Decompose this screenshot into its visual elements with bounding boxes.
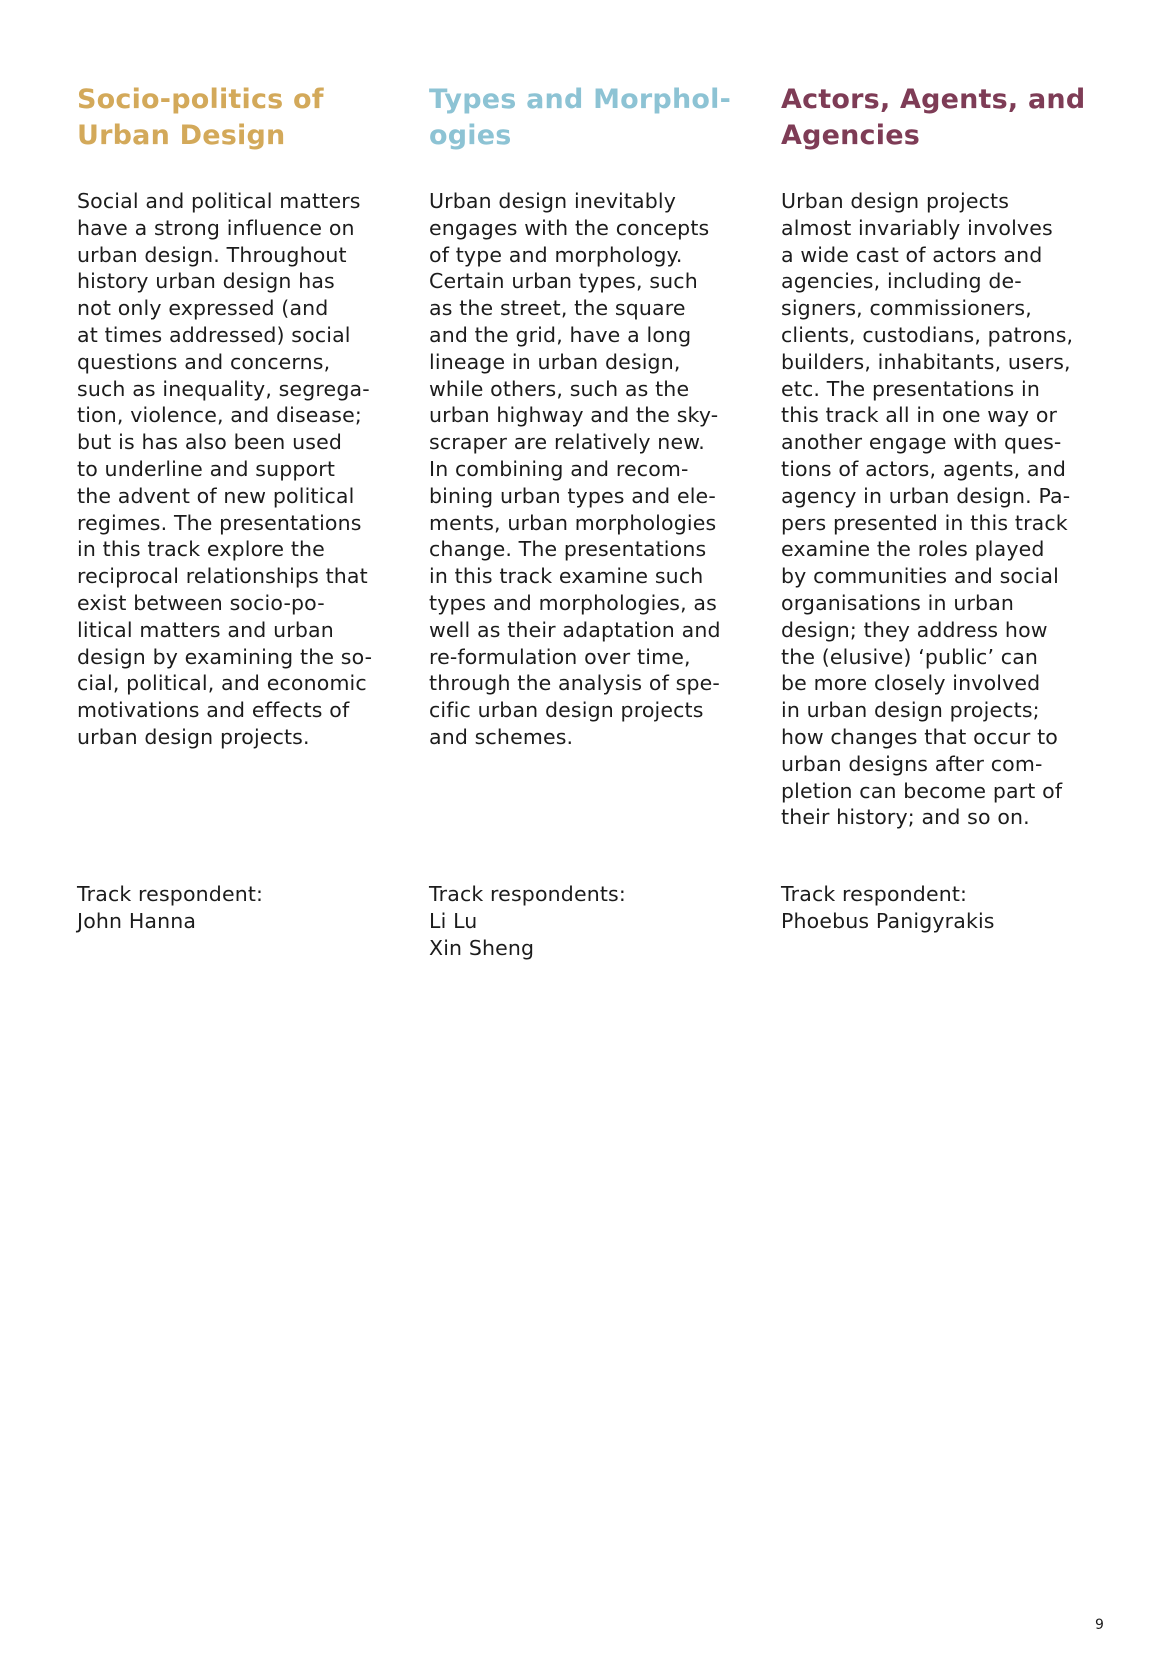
description-line: such as inequality, segrega- — [77, 376, 370, 401]
respondent-label: Track respondent: — [781, 882, 968, 906]
description-line: urban designs after com- — [781, 751, 1043, 776]
description-line: through the analysis of spe- — [429, 671, 720, 696]
respondent-name: Phoebus Panigyrakis — [781, 908, 995, 933]
respondent-label: Track respondent: — [77, 882, 264, 906]
description-line: In combining and recom- — [429, 456, 689, 481]
description-line: questions and concerns, — [77, 349, 331, 374]
description-line: as the street, the square — [429, 296, 686, 321]
track-respondents — [781, 881, 995, 935]
description-line: signers, commissioners, — [781, 296, 1032, 321]
description-line: while others, such as the — [429, 376, 690, 401]
track-description — [77, 188, 392, 751]
heading-line: ogies — [429, 120, 512, 151]
description-line: etc. The presentations in — [781, 376, 1040, 401]
description-line: and the grid, have a long — [429, 322, 692, 347]
description-line: but is has also been used — [77, 430, 342, 455]
description-line: agency in urban design. Pa- — [781, 483, 1071, 508]
description-line: regimes. The presentations — [77, 510, 362, 535]
description-line: re-formulation over time, — [429, 644, 691, 669]
track-heading — [781, 82, 1096, 154]
description-line: Certain urban types, such — [429, 269, 698, 294]
description-line: by communities and social — [781, 564, 1059, 589]
description-line: how changes that occur to — [781, 724, 1058, 749]
heading-line: Urban Design — [77, 120, 286, 151]
heading-line: Socio-politics of — [77, 84, 324, 115]
track-respondents — [429, 881, 626, 961]
description-line: Urban design inevitably — [429, 189, 677, 213]
track-heading — [77, 82, 392, 154]
description-line: urban design. Throughout — [77, 242, 347, 267]
description-line: design by examining the so- — [77, 644, 373, 669]
description-line: urban highway and the sky- — [429, 403, 719, 428]
description-line: cial, political, and economic — [77, 671, 367, 696]
description-line: reciprocal relationships that — [77, 564, 368, 589]
track-column-types-morphologies — [429, 82, 744, 960]
description-line: pletion can become part of — [781, 778, 1063, 803]
description-line: another engage with ques- — [781, 430, 1062, 455]
description-line: change. The presentations — [429, 537, 707, 562]
description-line: tion, violence, and disease; — [77, 403, 362, 428]
track-column-actors-agents — [781, 82, 1096, 933]
description-line: to underline and support — [77, 456, 336, 481]
description-line: types and morphologies, as — [429, 590, 717, 615]
track-heading — [429, 82, 744, 154]
description-line: this track all in one way or — [781, 403, 1058, 428]
description-line: of type and morphology. — [429, 242, 683, 267]
description-line: agencies, including de- — [781, 269, 1022, 294]
description-line: not only expressed (and — [77, 296, 329, 321]
description-line: be more closely involved — [781, 671, 1041, 696]
description-line: tions of actors, agents, and — [781, 456, 1066, 481]
description-line: scraper are relatively new. — [429, 430, 705, 455]
track-description — [781, 188, 1096, 831]
description-line: design; they address how — [781, 617, 1048, 642]
description-line: organisations in urban — [781, 590, 1015, 615]
description-line: lineage in urban design, — [429, 349, 681, 374]
description-line: the (elusive) ‘public’ can — [781, 644, 1039, 669]
description-line: exist between socio-po- — [77, 590, 325, 615]
description-line: Social and political matters — [77, 189, 361, 213]
description-line: in this track explore the — [77, 537, 325, 562]
respondent-label: Track respondents: — [429, 882, 626, 906]
page-number: 9 — [1095, 1617, 1104, 1633]
description-line: motivations and effects of — [77, 698, 350, 723]
track-description — [429, 188, 744, 751]
respondent-name: John Hanna — [77, 908, 197, 933]
description-line: engages with the concepts — [429, 215, 710, 240]
description-line: clients, custodians, patrons, — [781, 322, 1074, 347]
description-line: well as their adaptation and — [429, 617, 721, 642]
description-line: ments, urban morphologies — [429, 510, 717, 535]
description-line: bining urban types and ele- — [429, 483, 716, 508]
heading-line: Actors, Agents, and — [781, 84, 1086, 115]
description-line: at times addressed) social — [77, 322, 351, 347]
description-line: Urban design projects — [781, 189, 1010, 213]
description-line: a wide cast of actors and — [781, 242, 1043, 267]
description-line: almost invariably involves — [781, 215, 1053, 240]
track-column-socio-politics — [77, 82, 392, 933]
track-respondents — [77, 881, 263, 935]
description-line: urban design projects. — [77, 724, 310, 749]
heading-line: Agencies — [781, 120, 920, 151]
description-line: in urban design projects; — [781, 698, 1040, 723]
description-line: the advent of new political — [77, 483, 355, 508]
respondent-name: Xin Sheng — [429, 935, 535, 960]
description-line: have a strong influence on — [77, 215, 355, 240]
description-line: cific urban design projects — [429, 698, 704, 723]
respondent-name: Li Lu — [429, 908, 478, 933]
description-line: history urban design has — [77, 269, 335, 294]
description-line: builders, inhabitants, users, — [781, 349, 1071, 374]
description-line: their history; and so on. — [781, 805, 1030, 830]
description-line: pers presented in this track — [781, 510, 1068, 535]
description-line: examine the roles played — [781, 537, 1045, 562]
description-line: in this track examine such — [429, 564, 704, 589]
description-line: and schemes. — [429, 724, 574, 749]
heading-line: Types and Morphol- — [429, 84, 731, 115]
description-line: litical matters and urban — [77, 617, 334, 642]
